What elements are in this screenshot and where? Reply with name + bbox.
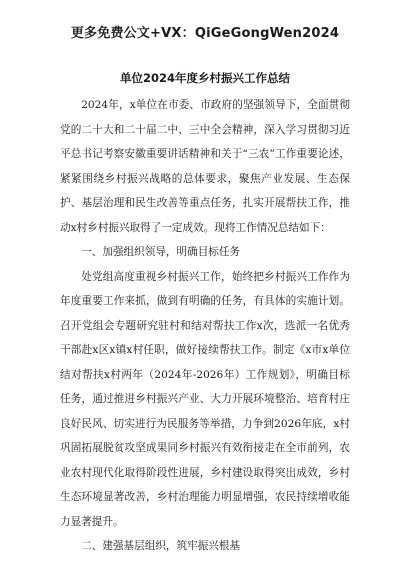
section-heading-1: 一、加强组织领导，明确目标任务 [81,246,241,258]
promo-banner: 更多免费公文+VX：QiGeGongWen2024 [70,26,340,41]
section-heading-2: 二、建强基层组织，筑牢振兴根基 [81,540,241,552]
section-1-paragraph: 处党组高度重视乡村振兴工作，始终把乡村振兴工作作为年度重要工作来抓，做到有明确的任务，有具体的实施计划。召开党组会专题研究驻村和结对帮扶工作x次，选派一名优秀干部赴x区x镇x村任职，做好接续帮扶工作。制定《x市x单位结对帮扶x村两年（2024年-2026年）工作规划》，明确目标任务，通过推进乡村振兴产业、大力开展环境整治、培育村庄良好民风、切实进行为民服务等举措，力争到2026年底，x村巩固拓展脱贫攻坚成果同乡村振兴有效衔接走在全市前列，农业农村现代化取得阶段性进展，乡村建设取得突出成效，乡村生态环境显著改善，乡村治理能力明显增强，农民持续增收能力显著提升。 [60,270,350,528]
document-title: 单位2024年度乡村振兴工作总结 [119,71,290,85]
document-body [60,93,350,559]
intro-paragraph: 2024年，x单位在市委、市政府的坚强领导下，全面贯彻党的二十大和二十届二中、三中全会精神，深入学习贯彻习近平总书记考察安徽重要讲话精神和关于“三农”工作重要论述，紧紧围绕乡村振兴战略的总体要求，聚焦产业发展、生态保护、基层治理和民生改善等重点任务，扎实开展帮扶工作，推动x村乡村振兴取得了一定成效。现将工作情况总结如下： [60,99,350,234]
